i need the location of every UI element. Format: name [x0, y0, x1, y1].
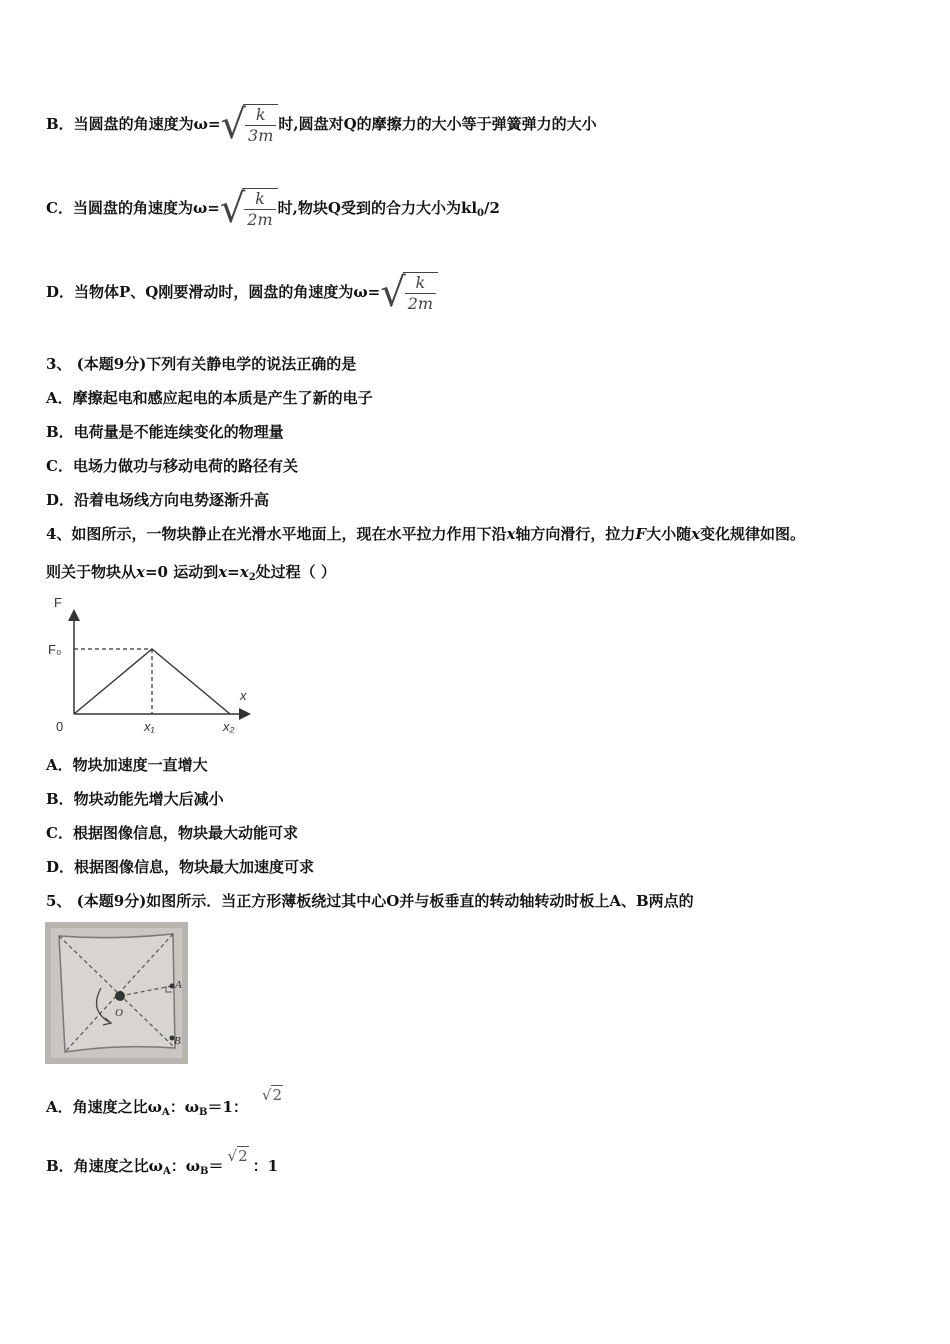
sqrt-two: √2 [261, 1086, 282, 1104]
option-text: ：1 [252, 1157, 279, 1175]
stem-text: 大小随 [646, 525, 692, 543]
q4-option-d: D．根据图像信息，物块最大加速度可求 [46, 858, 315, 876]
square-plate-photo [45, 922, 188, 1064]
q4-stem-line1 [46, 524, 805, 544]
q4-option-a: A．物块加速度一直增大 [46, 756, 208, 774]
option-text: 时,圆盘对Q的摩擦力的大小等于弹簧弹力的大小 [278, 115, 597, 133]
option-text: B．角速度之比ω [46, 1157, 163, 1175]
q2-option-b [46, 104, 597, 146]
var-x: x [136, 563, 145, 581]
var-f: F [635, 525, 647, 543]
stem-text: 轴方向滑行，拉力 [515, 525, 636, 543]
q3-stem: 3、 (本题9分)下列有关静电学的说法正确的是 [46, 355, 357, 373]
label-b: B [174, 1035, 181, 1047]
frac-numerator: k [255, 105, 266, 124]
q5-stem: 5、 (本题9分)如图所示．当正方形薄板绕过其中心O并与板垂直的转动轴转动时板上A、B两点的 [46, 892, 694, 910]
stem-text: 变化规律如图。 [700, 525, 806, 543]
label-a: A [175, 979, 182, 991]
q2-option-c [46, 188, 500, 230]
radicand: 2 [238, 1147, 248, 1165]
option-text: 时,物块Q受到的合力大小为kl [277, 199, 478, 217]
subscript: A [161, 1107, 170, 1118]
q2-option-d [46, 272, 438, 314]
option-text: C．当圆盘的角速度为ω= [46, 199, 220, 217]
force-displacement-graph [40, 590, 270, 742]
option-text: /2 [484, 199, 500, 217]
q3-option-d: D．沿着电场线方向电势逐渐升高 [46, 491, 270, 509]
var-x: x [506, 525, 516, 543]
stem-text: = [227, 563, 240, 581]
q4-stem-line2 [46, 562, 336, 588]
y-axis-label: F [54, 595, 62, 610]
q5-option-b [46, 1147, 279, 1182]
frac-denominator: 3m [245, 125, 276, 146]
q3-option-a: A．摩擦起电和感应起电的本质是产生了新的电子 [46, 389, 373, 407]
sqrt-two: √2 [227, 1147, 248, 1165]
option-text: ：ω [169, 1098, 199, 1116]
stem-text: 4、如图所示，一物块静止在光滑水平地面上，现在水平拉力作用下沿 [46, 525, 507, 543]
option-text: ：ω [170, 1157, 201, 1175]
var-x: x [691, 525, 701, 543]
x2-label: x₂ [223, 719, 235, 734]
origin-label: 0 [56, 719, 64, 734]
option-text: A．角速度之比ω [46, 1098, 162, 1116]
subscript: 2 [248, 572, 256, 583]
frac-denominator: 2m [244, 209, 275, 230]
center-point [115, 991, 125, 1001]
frac-numerator: k [415, 273, 426, 292]
option-text: B．当圆盘的角速度为ω= [46, 115, 221, 133]
subscript: B [200, 1166, 209, 1177]
var-x: x [239, 563, 249, 581]
q4-option-b: B．物块动能先增大后减小 [46, 790, 224, 808]
subscript: B [198, 1107, 208, 1118]
stem-text: 则关于物块从 [46, 563, 137, 581]
stem-text: 处过程（ ） [255, 563, 336, 581]
x-axis-label: x [240, 688, 247, 703]
label-o: O [115, 1007, 123, 1019]
f0-label: F₀ [48, 642, 62, 657]
frac-denominator: 2m [405, 293, 436, 314]
sqrt-expression: √ $\frac{k}{2m}$ [380, 272, 438, 314]
q5-option-a [46, 1086, 283, 1123]
q3-option-b: B．电荷量是不能连续变化的物理量 [46, 423, 284, 441]
x1-label: x₁ [144, 719, 155, 734]
option-text: D．当物体P、Q刚要滑动时，圆盘的角速度为ω= [46, 283, 381, 301]
q3-option-c: C．电场力做功与移动电荷的路径有关 [46, 457, 298, 475]
stem-text: =0 运动到 [144, 563, 219, 581]
frac-numerator: k [255, 189, 265, 208]
var-x: x [218, 563, 228, 581]
radicand: 2 [272, 1086, 282, 1104]
point-a [170, 984, 175, 989]
sqrt-expression: √ $\frac{k}{2m}$ [220, 188, 278, 230]
subscript: 0 [477, 208, 485, 219]
option-text: ＝1： [207, 1098, 248, 1116]
sqrt-expression: √ $\frac{k}{3m}$ [221, 104, 279, 146]
q4-option-c: C．根据图像信息，物块最大动能可求 [46, 824, 298, 842]
option-text: ＝ [208, 1157, 224, 1175]
subscript: A [162, 1166, 171, 1177]
